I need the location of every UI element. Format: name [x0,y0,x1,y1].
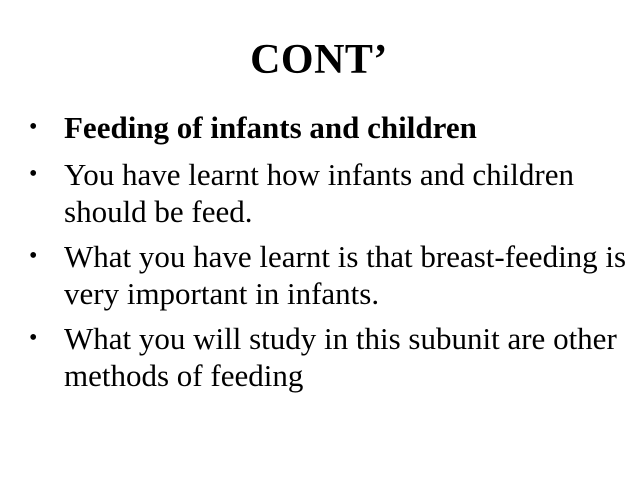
bullet-dot: • [29,325,38,351]
bullet-text: You have learnt how infants and children should be feed. [64,157,574,229]
bullet-text: Feeding of infants and children [64,110,477,145]
bullet-item [28,238,628,312]
bullet-item [28,320,628,394]
bullet-item [28,156,628,230]
bullet-text: What you have learnt is that breast-feeding is very important in infants. [64,239,627,311]
bullet-list [28,109,628,402]
bullet-dot: • [29,114,38,140]
slide-title: CONT’ [250,37,388,83]
bullet-dot: • [29,161,38,187]
bullet-dot: • [29,243,38,269]
bullet-item [28,109,628,146]
bullet-text: What you will study in this subunit are other methods of feeding [64,321,617,393]
